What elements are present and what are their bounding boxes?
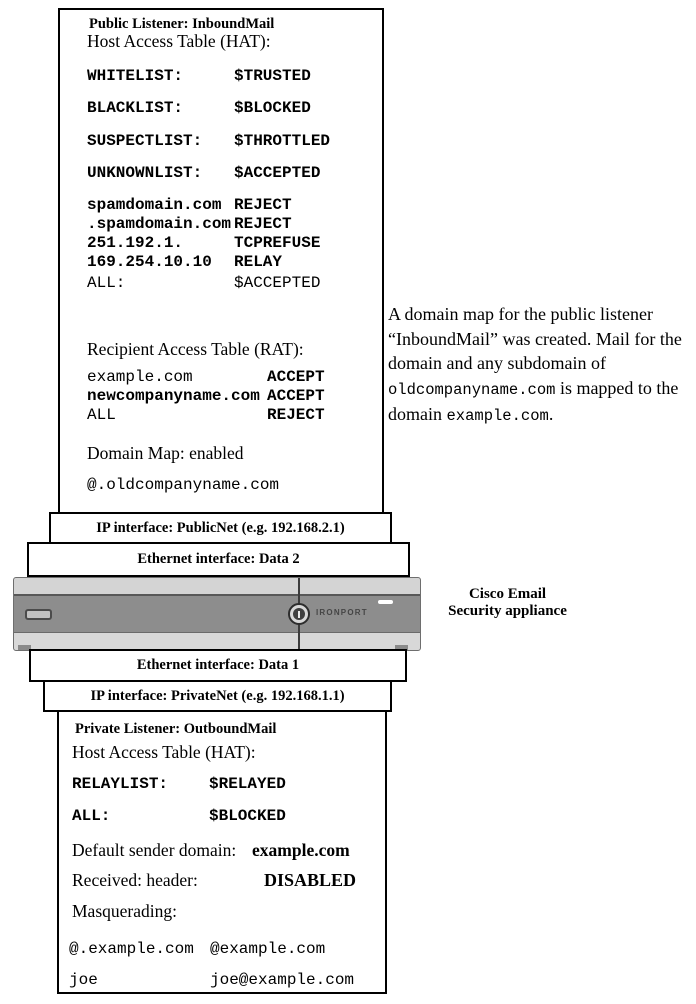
private-listener-box xyxy=(57,710,387,994)
ironport-logo: IRONPORT xyxy=(316,608,368,617)
rat-row: newcompanyname.com ACCEPT xyxy=(87,387,325,405)
ip-interface-publicnet-label: IP interface: PublicNet (e.g. 192.168.2.1) xyxy=(96,519,345,536)
appliance-bottom-strip xyxy=(14,633,420,650)
ethernet-interface-data2-box xyxy=(27,542,410,577)
private-listener-title: Private Listener: OutboundMail xyxy=(75,721,277,737)
hat-map-row: 251.192.1. TCPREFUSE xyxy=(87,234,321,252)
hat-policy-row: WHITELIST: $TRUSTED xyxy=(87,67,311,85)
appliance-caption xyxy=(420,586,595,620)
ip-interface-privatenet-box xyxy=(43,680,392,712)
received-header-row xyxy=(59,870,385,890)
appliance-caption-line2: Security appliance xyxy=(448,603,567,619)
private-hat-heading: Host Access Table (HAT): xyxy=(72,742,256,762)
rat-heading: Recipient Access Table (RAT): xyxy=(87,339,304,359)
appliance-caption-line1: Cisco Email xyxy=(468,586,547,602)
received-header-value: DISABLED xyxy=(264,870,357,890)
ip-interface-publicnet-box xyxy=(49,512,392,544)
hat-policy-row: BLACKLIST: $BLOCKED xyxy=(87,99,311,117)
power-button-inner xyxy=(293,608,305,620)
hat-policy-row: SUSPECTLIST: $THROTTLED xyxy=(87,132,331,150)
masquerade-row: @.example.com @example.com xyxy=(69,940,326,958)
private-hat-row: ALL: $BLOCKED xyxy=(72,807,286,825)
ethernet-interface-data2-label: Ethernet interface: Data 2 xyxy=(137,551,300,567)
ethernet-interface-data1-box xyxy=(29,649,407,682)
annotation-text-segment: is mapped to the domain xyxy=(388,377,679,424)
hat-map-row: .spamdomain.com REJECT xyxy=(87,215,292,233)
rat-row: ALL REJECT xyxy=(87,406,325,424)
private-hat-row: RELAYLIST: $RELAYED xyxy=(72,775,286,793)
annotation-mono-segment: oldcompanyname.com xyxy=(388,380,556,399)
annotation-mono-segment: example.com xyxy=(446,407,549,425)
ip-interface-privatenet-label: IP interface: PrivateNet (e.g. 192.168.1.1) xyxy=(90,687,345,704)
email-security-appliance-image xyxy=(13,577,421,651)
hat-all-row: ALL: $ACCEPTED xyxy=(87,274,321,292)
hat-policy-row: UNKNOWNLIST: $ACCEPTED xyxy=(87,164,321,182)
masquerade-row: joe joe@example.com xyxy=(69,971,355,989)
default-sender-row xyxy=(59,840,385,860)
masquerading-heading: Masquerading: xyxy=(72,901,177,921)
domain-map-annotation xyxy=(388,302,696,429)
annotation-text-segment: . xyxy=(548,404,554,424)
received-header-label: Received: header: xyxy=(72,870,198,890)
default-sender-value: example.com xyxy=(252,840,350,860)
domain-map-heading: Domain Map: enabled xyxy=(87,443,244,463)
public-listener-title: Public Listener: InboundMail xyxy=(89,16,275,32)
hat-map-row: 169.254.10.10 RELAY xyxy=(87,253,283,271)
appliance-drive-slot xyxy=(25,609,52,620)
ethernet-interface-data1-label: Ethernet interface: Data 1 xyxy=(136,657,300,673)
power-button-icon xyxy=(288,603,310,625)
annotation-text-segment: A domain map for the public listener “InboundMail” was created. Mail for the domain and any subdomain of xyxy=(388,304,682,373)
hat-heading: Host Access Table (HAT): xyxy=(87,31,271,51)
domain-map-entry: @.oldcompanyname.com xyxy=(87,476,280,494)
default-sender-label: Default sender domain: xyxy=(72,840,237,860)
public-listener-box xyxy=(58,8,384,514)
status-led xyxy=(378,600,393,604)
power-glyph xyxy=(298,611,300,618)
rat-row: example.com ACCEPT xyxy=(87,368,325,386)
hat-map-row: spamdomain.com REJECT xyxy=(87,196,292,214)
